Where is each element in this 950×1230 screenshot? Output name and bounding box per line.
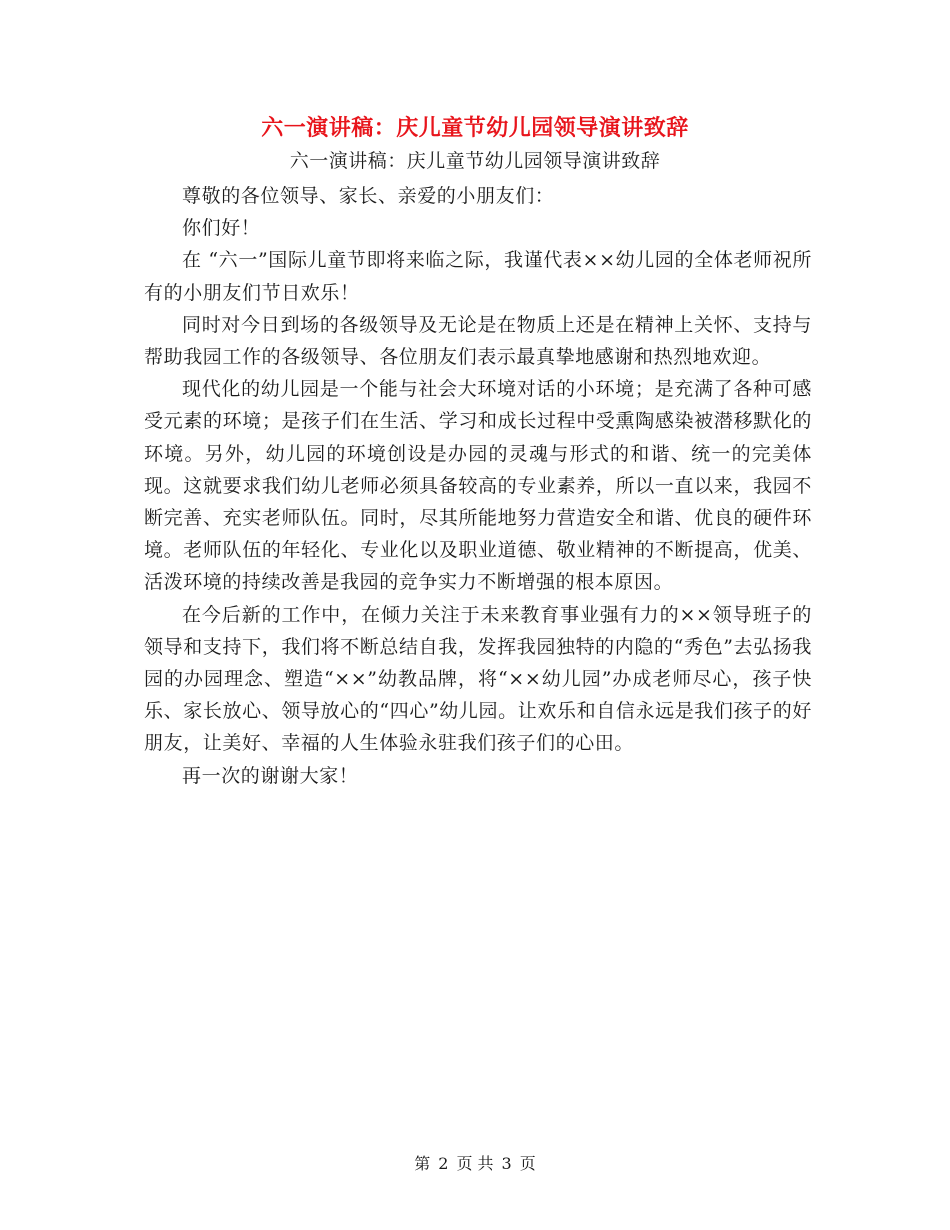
page-footer xyxy=(0,1152,950,1176)
paragraph: 同时对今日到场的各级领导及无论是在物质上还是在精神上关怀、支持与帮助我园工作的各级领导、各位朋友们表示最真挚地感谢和热烈地欢迎。 xyxy=(144,313,812,369)
footer-suffix: 页 xyxy=(519,1154,536,1173)
footer-middle: 页 共 xyxy=(456,1154,494,1173)
footer-prefix: 第 xyxy=(414,1154,431,1173)
document-body xyxy=(144,180,812,792)
total-pages-number: 3 xyxy=(501,1154,512,1173)
paragraph: 在今后新的工作中，在倾力关注于未来教育事业强有力的××领导班子的领导和支持下，我们将不断总结自我，发挥我园独特的内隐的“秀色”去弘扬我园的办园理念、塑造“××”幼教品牌，将“××幼儿园”办成老师尽心，孩子快乐、家长放心、领导放心的“四心”幼儿园。让欢乐和自信永远是我们孩子的好朋友，让美好、幸福的人生体验永驻我们孩子们的心田。 xyxy=(144,603,812,755)
paragraph: 现代化的幼儿园是一个能与社会大环境对话的小环境；是充满了各种可感受元素的环境；是孩子们在生活、学习和成长过程中受熏陶感染被潜移默化的环境。另外，幼儿园的环境创设是办园的灵魂与形式的和谐、统一的完美体现。这就要求我们幼儿老师必须具备较高的专业素养，所以一直以来，我园不断完善、充实老师队伍。同时，尽其所能地努力营造安全和谐、优良的硬件环境。老师队伍的年轻化、专业化以及职业道德、敬业精神的不断提高，优美、活泼环境的持续改善是我园的竞争实力不断增强的根本原因。 xyxy=(144,378,812,594)
current-page-number: 2 xyxy=(438,1154,449,1173)
paragraph-salutation: 尊敬的各位领导、家长、亲爱的小朋友们： xyxy=(182,185,555,207)
paragraph: 在 “六一”国际儿童节即将来临之际，我谨代表××幼儿园的全体老师祝所有的小朋友们节日欢乐！ xyxy=(144,249,812,304)
paragraph-closing: 再一次的谢谢大家！ xyxy=(182,764,359,787)
paragraph-greeting: 你们好！ xyxy=(182,217,261,240)
document-subtitle: 六一演讲稿：庆儿童节幼儿园领导演讲致辞 xyxy=(289,150,661,172)
document-title: 六一演讲稿：庆儿童节幼儿园领导演讲致辞 xyxy=(261,115,689,141)
